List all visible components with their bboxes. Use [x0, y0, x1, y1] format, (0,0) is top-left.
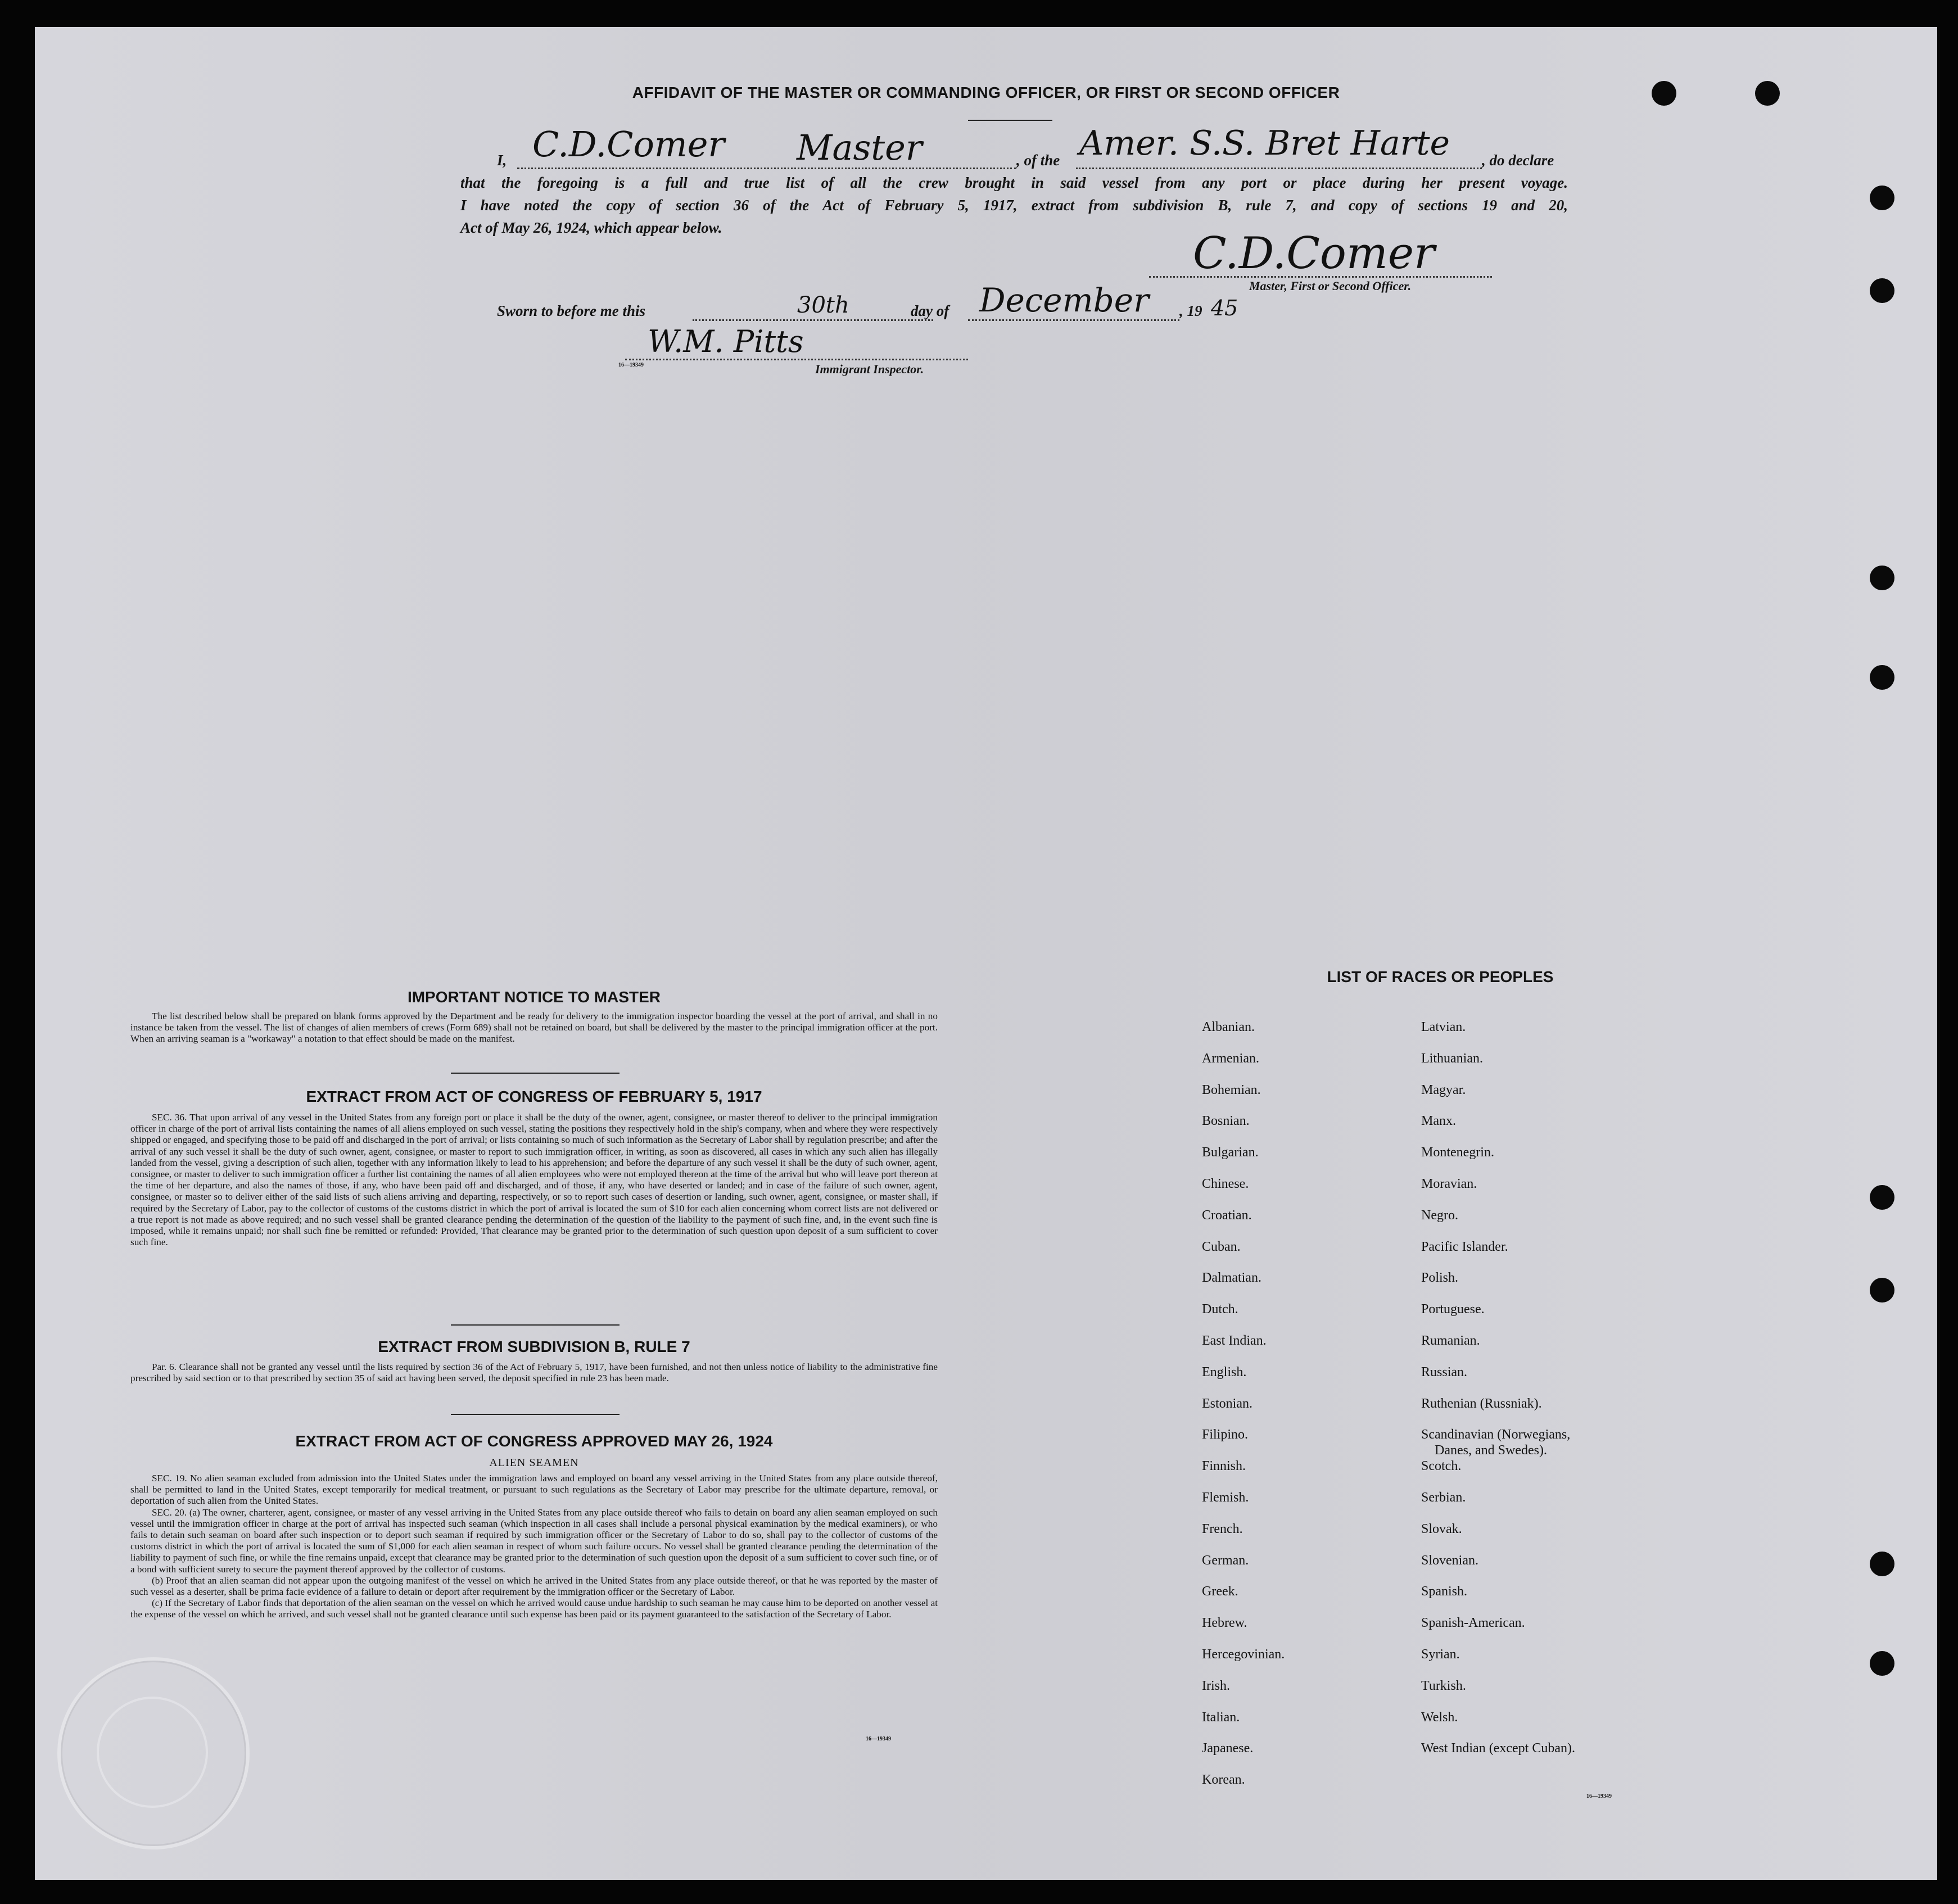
alien-seamen-subtitle: ALIEN SEAMEN — [489, 1457, 579, 1469]
sec-20c-text: (c) If the Secretary of Labor finds that deportation of the alien seaman on the vessel on which he arrived would cause undue hardship to such seaman he may cause him to be deported on another vessel at the expense of the vessel on which he arrived, and such vessel shall not be granted clearance until such expense has been paid or its payment guaranteed to the satisfaction of the Secretary of Labor. — [130, 1598, 938, 1620]
name-rank-line — [517, 168, 1016, 169]
inspector-signature: W.M. Pitts — [648, 324, 804, 359]
signature-line — [1149, 276, 1492, 278]
section-rule — [451, 1324, 619, 1326]
affidavit-i-label: I, — [497, 152, 507, 169]
affidavit-title: AFFIDAVIT OF THE MASTER OR COMMANDING OFFICER, OR FIRST OR SECOND OFFICER — [632, 84, 1340, 101]
punch-hole — [1870, 1552, 1894, 1576]
race-item: Portuguese. — [1421, 1302, 1485, 1317]
race-item: Turkish. — [1421, 1679, 1466, 1693]
race-item: Russian. — [1421, 1365, 1468, 1380]
extract-1924-title: EXTRACT FROM ACT OF CONGRESS APPROVED MAY 26, 1924 — [295, 1432, 773, 1450]
race-item: Slovak. — [1421, 1522, 1462, 1536]
race-item: Scandinavian (Norwegians, — [1421, 1427, 1571, 1442]
punch-hole — [1870, 186, 1894, 210]
form-number: 16—19349 — [1586, 1793, 1612, 1799]
extract-1917-title: EXTRACT FROM ACT OF CONGRESS OF FEBRUARY 5, 1917 — [306, 1088, 762, 1105]
signature-caption: Master, First or Second Officer. — [1249, 279, 1412, 293]
month-line — [968, 319, 1179, 321]
race-item: Polish. — [1421, 1270, 1459, 1285]
sec-20b-text: (b) Proof that an alien seaman did not appear upon the outgoing manifest of the vessel on which he arrived in the United States from any place outside thereof, or that he was reported by the master of such vessel as a deserter, shall be prima facie evidence of a failure to detain or deport after requirement by the immigration officer or the Secretary of Labor. — [130, 1575, 938, 1598]
day-of-label: day of — [911, 302, 949, 319]
race-item: East Indian. — [1202, 1333, 1267, 1348]
handwritten-year: 45 — [1211, 296, 1238, 320]
vessel-line — [1076, 168, 1482, 169]
punch-hole — [1870, 278, 1894, 303]
title-rule — [968, 120, 1052, 121]
race-item: Manx. — [1421, 1114, 1456, 1128]
race-item: Finnish. — [1202, 1459, 1246, 1473]
inspector-caption: Immigrant Inspector. — [815, 362, 924, 376]
races-title: LIST OF RACES OR PEOPLES — [1327, 968, 1554, 985]
race-item: Bulgarian. — [1202, 1145, 1259, 1160]
race-item: Bosnian. — [1202, 1114, 1250, 1128]
race-item: Scotch. — [1421, 1459, 1462, 1473]
par-6-text: Par. 6. Clearance shall not be granted any vessel until the lists required by section 36 of the Act of February 5, 1917, have been furnished, and not then unless notice of liability to the administrative fine prescribed by said section or to that prescribed by section 35 of said act having been served, the deposit specified in rule 23 has been made. — [130, 1362, 938, 1384]
race-item: Dutch. — [1202, 1302, 1238, 1317]
affidavit-line-4: Act of May 26, 1924, which appear below. — [460, 219, 722, 236]
sec-20a-text: SEC. 20. (a) The owner, charterer, agent, consignee, or master of any vessel arriving in the United States from any place outside thereof who fails to detain on board any alien seaman employed on such vessel until the immigration officer in charge at the port of arrival has inspected such seaman (which inspection in all cases shall include a personal physical examination by the medical examiners), or who fails to detain such seaman on board after such inspection or to deport such seaman if required by such immigration officer or the Secretary of Labor to do so, shall pay to the collector of customs of the customs district in which the port of arrival is located the sum of $1,000 for each alien seaman in respect of whom such failure occurs. No vessel shall be granted clearance pending the determination of the liability to payment of such fine, or while the fine remains unpaid, except that clearance may be granted prior to the determination of such question upon the deposit of a sum sufficient to cover such fine, or of a bond with sufficient surety to secure the payment thereof approved by the collector of customs. — [130, 1507, 938, 1575]
race-item: Albanian. — [1202, 1020, 1255, 1034]
handwritten-name: C.D.Comer — [532, 124, 725, 165]
form-number: 16—19349 — [618, 362, 644, 368]
race-item: Flemish. — [1202, 1490, 1249, 1505]
embossed-seal-inner — [97, 1697, 208, 1808]
race-item: Korean. — [1202, 1772, 1245, 1787]
year-prefix: , 19 — [1179, 302, 1202, 319]
notice-text: The list described below shall be prepared on blank forms approved by the Department and be ready for delivery to the immigration inspector boarding the vessel at the port of arrival, and shall in no instance be taken from the vessel. The list of changes of alien members of crews (Form 689) shall not be retained on board, but shall be delivered by the master to the principal immigration officer at the port. When an arriving seaman is a "workaway" a notation to that effect should be made on the manifest. — [130, 1011, 938, 1044]
race-item: West Indian (except Cuban). — [1421, 1741, 1575, 1756]
race-item: Dalmatian. — [1202, 1270, 1261, 1285]
form-sheet — [35, 27, 1937, 1880]
punch-hole — [1870, 1185, 1894, 1210]
sec-19-text: SEC. 19. No alien seaman excluded from admission into the United States under the immigration laws and employed on board any vessel arriving in the United States from any place outside thereof, shall be permitted to land in the United States, except temporarily for medical treatment, or pursuant to such regulations as the Secretary of Labor may prescribe for the ultimate departure, removal, or deportation of such alien from the United States. — [130, 1473, 938, 1507]
rule-7-body — [130, 1362, 938, 1384]
race-item: Ruthenian (Russniak). — [1421, 1396, 1542, 1411]
extract-1924-body — [130, 1473, 938, 1621]
race-item: Estonian. — [1202, 1396, 1252, 1411]
race-item: Hebrew. — [1202, 1616, 1247, 1630]
race-item: Slovenian. — [1421, 1553, 1478, 1568]
notice-body — [130, 1011, 938, 1045]
punch-hole — [1870, 1651, 1894, 1676]
race-item: Magyar. — [1421, 1083, 1466, 1097]
master-signature: C.D.Comer — [1193, 228, 1435, 279]
do-declare-label: , do declare — [1482, 152, 1554, 169]
race-item: Chinese. — [1202, 1177, 1249, 1191]
race-item: Armenian. — [1202, 1051, 1259, 1066]
punch-hole — [1870, 665, 1894, 690]
race-item: Pacific Islander. — [1421, 1240, 1508, 1254]
race-item: German. — [1202, 1553, 1249, 1568]
sec-36-text: SEC. 36. That upon arrival of any vessel in the United States from any foreign port or place it shall be the duty of the owner, agent, consignee, or master thereof to deliver to the principal immigration officer in charge of the port of arrival lists containing the names of all aliens employed on such vessel, stating the positions they respectively hold in the ship's company, when and where they were respectively shipped or engaged, and specifying those to be paid off and discharged in the port of arrival; or lists containing so much of such information as the Secretary of Labor shall by regulation prescribe; and after the arrival of any such vessel it shall be the duty of such owner, agent, consignee, or master to report to such immigration officer, in writing, as soon as discovered, all cases in which any such alien has illegally landed from the vessel, giving a description of such alien, together with any information likely to lead to his apprehension; and before the departure of any such vessel it shall be the duty of such owner, agent, consignee, or master to deliver to such immigration officer a further list containing the names of all alien employees who were not employed thereon at the time of the arrival but who will leave port thereon at the time of her departure, and also the names of those, if any, who have been paid off and discharged, and of those, if any, who have deserted or landed; and in case of the failure of such owner, agent, consignee, or master so to deliver either of the said lists of such aliens arriving and departing, respectively, or so to report such cases of desertion or landing, such owner, agent, consignee, or master shall, if required by the Secretary of Labor, pay to the collector of customs of the customs district in which the port of arrival is located the sum of $10 for each alien concerning whom correct lists are not delivered or a true report is not made as above required; and no such vessel shall be granted clearance pending the determination of the question of the liability to the payment of such fine, and, in the event such fine is imposed, while it remains unpaid; nor shall such fine be remitted or refunded: Provided, That clearance may be granted prior to the determination of such question upon deposit of a sum sufficient to cover such fine. — [130, 1112, 938, 1248]
affidavit-line-3: I have noted the copy of section 36 of the Act of February 5, 1917, extract from subdivision B, rule 7, and copy of sections 19 and 20, — [460, 197, 1568, 214]
inspector-line — [625, 359, 968, 360]
race-item: Danes, and Swedes). — [1435, 1443, 1547, 1458]
race-item: Spanish. — [1421, 1584, 1468, 1599]
of-the-label: , of the — [1016, 152, 1060, 169]
handwritten-vessel: Amer. S.S. Bret Harte — [1079, 124, 1450, 163]
handwritten-month: December — [979, 281, 1149, 319]
day-line — [693, 319, 933, 321]
race-item: Rumanian. — [1421, 1333, 1480, 1348]
punch-hole — [1870, 566, 1894, 590]
race-item: Croatian. — [1202, 1208, 1252, 1223]
race-item: Greek. — [1202, 1584, 1238, 1599]
race-item: Filipino. — [1202, 1427, 1249, 1442]
race-item: Montenegrin. — [1421, 1145, 1494, 1160]
race-item: Spanish-American. — [1421, 1616, 1525, 1630]
handwritten-day: 30th — [797, 292, 849, 318]
race-item: Irish. — [1202, 1679, 1230, 1693]
form-number: 16—19349 — [866, 1736, 891, 1742]
race-item: Italian. — [1202, 1710, 1240, 1725]
race-item: Hercegovinian. — [1202, 1647, 1285, 1662]
handwritten-rank: Master — [797, 127, 923, 168]
rule-7-title: EXTRACT FROM SUBDIVISION B, RULE 7 — [378, 1338, 690, 1355]
race-item: Syrian. — [1421, 1647, 1460, 1662]
race-item: French. — [1202, 1522, 1243, 1536]
race-item: Welsh. — [1421, 1710, 1458, 1725]
race-item: Negro. — [1421, 1208, 1458, 1223]
section-rule — [451, 1073, 619, 1074]
notice-title: IMPORTANT NOTICE TO MASTER — [407, 988, 661, 1006]
race-item: Latvian. — [1421, 1020, 1466, 1034]
race-item: Cuban. — [1202, 1240, 1241, 1254]
affidavit-line-2: that the foregoing is a full and true list of all the crew brought in said vessel from any port or place during her present voyage. — [460, 174, 1568, 191]
race-item: Bohemian. — [1202, 1083, 1261, 1097]
extract-1917-body — [130, 1112, 938, 1248]
sworn-label: Sworn to before me this — [497, 302, 646, 319]
race-item: Lithuanian. — [1421, 1051, 1483, 1066]
race-item: Serbian. — [1421, 1490, 1466, 1505]
race-item: Moravian. — [1421, 1177, 1477, 1191]
race-item: English. — [1202, 1365, 1247, 1380]
section-rule — [451, 1414, 619, 1415]
race-item: Japanese. — [1202, 1741, 1254, 1756]
punch-hole — [1870, 1278, 1894, 1303]
